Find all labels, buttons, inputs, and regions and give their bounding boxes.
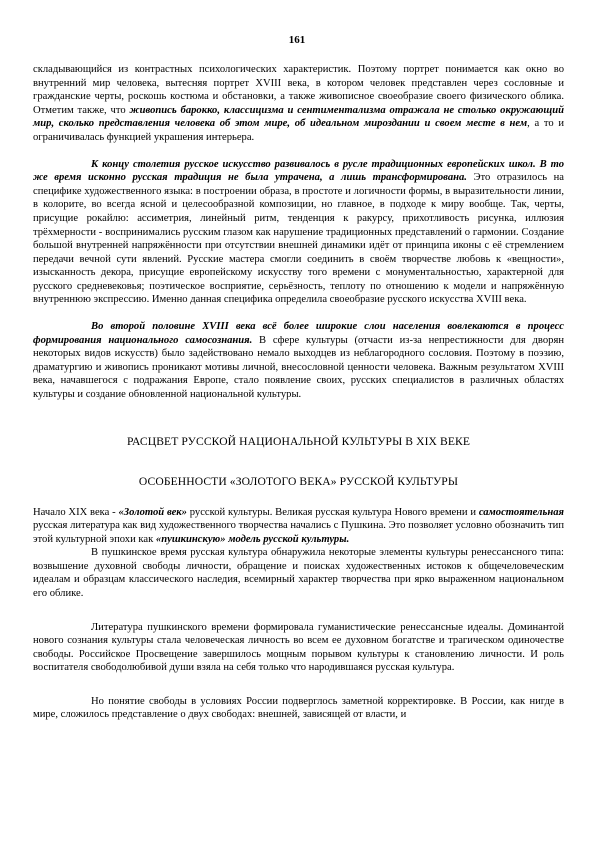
paragraph-text: , а то и ограничивалась функцией украшения интерьера. bbox=[33, 118, 564, 143]
spacer bbox=[33, 144, 564, 158]
paragraph-text: русская литература как вид художественного творчества начались с Пушкина. Это позволяет условно обозначить тип этой культурной эпохи как bbox=[33, 520, 564, 545]
emphasis-text: «Золотой век» bbox=[118, 506, 187, 518]
page-body bbox=[33, 63, 564, 722]
paragraph-freedom: Но понятие свободы в условиях России подверглось заметной корректировке. В России, как нигде в мире, сложилось представление о двух свободах: внешней, зависящей от власти, и bbox=[33, 695, 564, 721]
subsection-heading: ОСОБЕННОСТИ «ЗОЛОТОГО ВЕКА» РУССКОЙ КУЛЬТУРЫ bbox=[138, 475, 459, 489]
paragraph-text: русской культуры. Великая русская культура Нового времени и bbox=[186, 506, 479, 518]
spacer bbox=[33, 307, 564, 321]
paragraph-second-half bbox=[33, 320, 564, 401]
spacer bbox=[33, 402, 564, 435]
paragraph-pushkin-era: В пушкинское время русская культура обнаружила некоторые элементы культуры ренессансного типа: возвышение духовной свободы личности, обращение и поисках художественных истоков к общечеловеческим идеалам и образцам классического наследия, всемирный характер творчества при ярко выраженном национальном его облике. bbox=[33, 547, 564, 599]
paragraph-end-of-century bbox=[33, 158, 564, 307]
section-heading: РАСЦВЕТ РУССКОЙ НАЦИОНАЛЬНОЙ КУЛЬТУРЫ В XIX ВЕКЕ bbox=[126, 434, 471, 448]
paragraph-text: Это отразилось на специфике художественного языка: в построении образа, в простоте и логичности формы, в выразительности линии, в колорите, во всегда ясной и целесообразной композиции, но главное, в подходе к миру вообще. Так, черты, присущие рокайлю: ассиметрия, линейный ритм, тенденция к ракурсу, прихотливость рисунка, иллюзия трёхмерности - воспринимались русским глазом как нарушение традиционных представлений о гармонии. Создание большой внутренней напряжённости при отсутствии внешней динамики идёт от принципа иконы с её стремлением передачи вечной сути явлений. Русские мастера смогли соединить в своём творчестве любовь к «вещности», изысканность декора, присущие европейскому искусству того времени с монументальностью, характерной для русского средневековья; поэтическое восприятие, серьёзность, теплоту по отношению к модели и напряжённую внутреннюю экспрессию. Именно данная специфика определила своеобразие русского искусства XVIII века. bbox=[33, 172, 564, 306]
paragraph-text: складывающийся из контрастных психологических характеристик. Поэтому портрет понимается как окно во внутренний мир человека, вытесняя портрет XVIII века, в котором человек представлен через сословные и гражданские черты, роскошь костюма и обстановки, а также живописное своеобразие своего физического облика. Отметим также, что bbox=[33, 64, 564, 116]
spacer bbox=[33, 489, 564, 506]
paragraph-literature: Литература пушкинского времени формировала гуманистические ренессансные идеалы. Доминантой нового сознания культуры стала человеческая личность во всем ее духовном богатстве и трагическом одиночестве свободы. Российское Просвещение завершилось мощным порывом культуры к становлению личности. И роль воспитателя свободолюбивой души взяла на себя только что народившаяся русская культура. bbox=[33, 621, 564, 674]
paragraph-portrait bbox=[33, 63, 564, 144]
spacer bbox=[33, 601, 564, 621]
paragraph-text: В сфере культуры (отчасти из-за непрестижности для дворян некоторых видов искусств) было задействовано немало выходцев из неблагородного сословия. Поэтому в поэзию, драматургию и живопись проникают мотивы личной, внесословной ценности человека. Важным результатом XVIII века, начавшегося с подражания Европе, стало появление своих, русских специалистов в различных областях культуры и создание обновленной национальной культуры. bbox=[33, 334, 564, 401]
spacer bbox=[33, 448, 564, 475]
emphasis-text: Во второй половине XVIII века всё более широкие слои населения вовлекаются в процесс формирования национального самосознания. bbox=[33, 321, 564, 346]
emphasis-text: «пушкинскую» модель русской культуры. bbox=[155, 533, 350, 545]
page-number: 161 bbox=[288, 34, 306, 46]
paragraph-golden-age bbox=[33, 506, 564, 547]
spacer bbox=[33, 675, 564, 695]
emphasis-text: живопись барокко, классицизма и сентиментализма отражала не столько окружающий мир, сколько представления человека об этом мире, об идеальном мироздании и своем месте в нем bbox=[33, 104, 564, 130]
emphasis-text: К концу столетия русское искусство развивалось в русле традиционных европейских школ. В то же время исконно русская традиция не была утрачена, а лишь трансформирована. bbox=[33, 158, 564, 184]
paragraph-text: Начало XIX века - bbox=[33, 506, 119, 518]
emphasis-text: самостоятельная bbox=[478, 506, 564, 518]
